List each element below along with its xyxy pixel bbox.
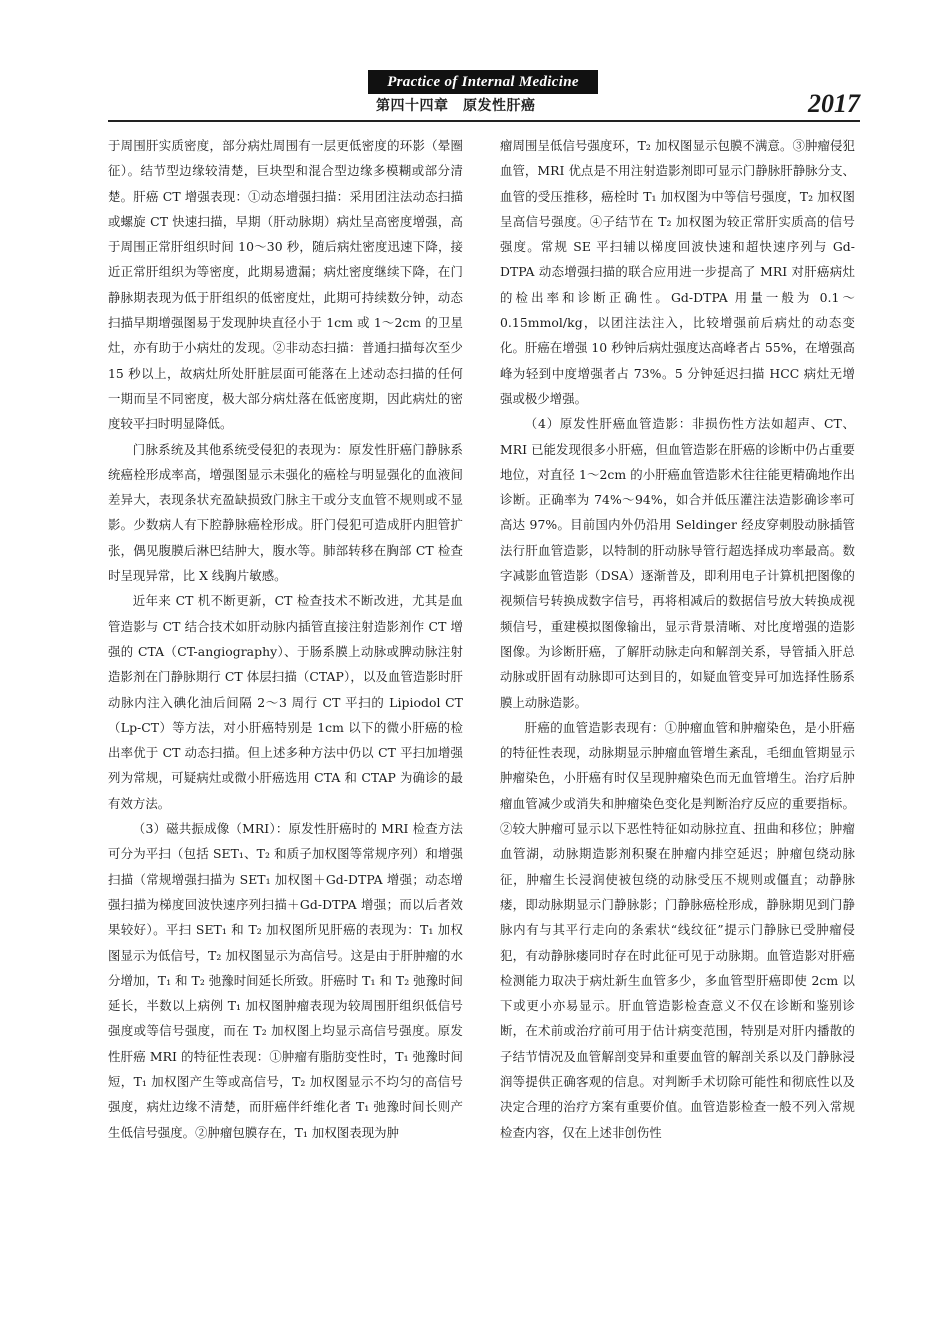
- right-column: [500, 133, 855, 1145]
- paragraph: 于周围肝实质密度，部分病灶周围有一层更低密度的环影（晕圈征）。结节型边缘较清楚，巨块型和混合型边缘多模糊或部分清楚。肝癌 CT 增强表现：①动态增强扫描：采用团注法动态扫描或螺旋 CT 快速扫描，早期（肝动脉期）病灶呈高密度增强，高于周围正常肝组织时间 10～30 秒，随后病灶密度迅速下降，接近正常肝组织为等密度，此期易遗漏；病灶密度继续下降，在门静脉期表现为低于肝组织的低密度灶，此期可持续数分钟，动态扫描早期增强图易于发现肿块直径小于 1cm 或 1～2cm 的卫星灶，亦有助于小病灶的发现。②非动态扫描：普通扫描每次至少 15 秒以上，故病灶所处肝脏层面可能落在上述动态扫描的任何一期而呈不同密度，极大部分病灶落在低密度期，因此病灶的密度较平扫时明显降低。: [108, 138, 463, 432]
- paragraph: 近年来 CT 机不断更新，CT 检查技术不断改进，尤其是血管造影与 CT 结合技术如肝动脉内插管直接注射造影剂作 CT 增强的 CTA（CT-angiography）、于肠系膜上动脉或脾动脉注射造影剂在门静脉期行 CT 体层扫描（CTAP），以及血管造影时肝动脉内注入碘化油后间隔 2～3 周行 CT 平扫的 Lipiodol CT（Lp-CT）等方法，对小肝癌特别是 1cm 以下的微小肝癌的检出率优于 CT 动态扫描。但上述多种方法中仍以 CT 平扫加增强列为常规，可疑病灶或微小肝癌选用 CTA 和 CTAP 为确诊的最有效方法。: [108, 593, 463, 811]
- paragraph: 门脉系统及其他系统受侵犯的表现为：原发性肝癌门静脉系统癌栓形成率高，增强图显示未强化的癌栓与明显强化的血液间差异大，表现条状充盈缺损致门脉主干或分支血管不规则或不显影。少数病人有下腔静脉癌栓形成。肝门侵犯可造成肝内胆管扩张，偶见腹膜后淋巴结肿大，腹水等。肺部转移在胸部 CT 检查时呈现异常，比 X 线胸片敏感。: [108, 441, 463, 584]
- paragraph: （3）磁共振成像（MRI）：原发性肝癌时的 MRI 检查方法可分为平扫（包括 SET₁、T₂ 和质子加权图等常规序列）和增强扫描（常规增强扫描为 SET₁ 加权图＋Gd-DTPA 增强；动态增强扫描为梯度回波快速序列扫描＋Gd-DTPA 增强；而以后者效果较好）。平扫 SET₁ 和 T₂ 加权图所见肝癌的表现为：T₁ 加权图显示为低信号，T₂ 加权图显示为高信号。这是由于肝肿瘤的水分增加，T₁ 和 T₂ 弛豫时间延长所致。肝癌时 T₁ 和 T₂ 弛豫时间延长，半数以上病例 T₁ 加权图肿瘤表现为较周围肝组织低信号强度或等信号强度，而在 T₂ 加权图上均显示高信号强度。原发性肝癌 MRI 的特征性表现：①肿瘤有脂肪变性时，T₁ 弛豫时间短，T₁ 加权图产生等或高信号，T₂ 加权图显示不均匀的高信号强度，病灶边缘不清楚，而肝癌伴纤维化者 T₁ 弛豫时间长则产生低信号强度。②肿瘤包膜存在，T₁ 加权图表现为肿: [108, 821, 463, 1140]
- chapter-title: 第四十四章 原发性肝癌: [376, 98, 536, 114]
- header-rule: [108, 120, 860, 122]
- left-column: [108, 133, 463, 1145]
- page-number: 2017: [808, 89, 860, 118]
- paragraph: 肝癌的血管造影表现有：①肿瘤血管和肿瘤染色，是小肝癌的特征性表现，动脉期显示肿瘤血管增生紊乱，毛细血管期显示肿瘤染色，小肝癌有时仅呈现肿瘤染色而无血管增生。治疗后肿瘤血管减少或消失和肿瘤染色变化是判断治疗反应的重要指标。②较大肿瘤可显示以下恶性特征如动脉拉直、扭曲和移位；肿瘤血管湖，动脉期造影剂积聚在肿瘤内排空延迟；肿瘤包绕动脉征，肿瘤生长浸润使被包绕的动脉受压不规则或僵直；动静脉瘘，即动脉期显示门静脉影；门静脉癌栓形成，静脉期见到门静脉内有与其平行走向的条索状“线纹征”提示门静脉已受肿瘤侵犯，有动静脉瘘同时存在时此征可见于动脉期。血管造影对肝癌检测能力取决于病灶新生血管多少，多血管型肝癌即使 2cm 以下或更小亦易显示。肝血管造影检查意义不仅在诊断和鉴别诊断，在术前或治疗前可用于估计病变范围，特别是对肝内播散的子结节情况及血管解剖变异和重要血管的解剖关系以及门静脉浸润等提供正确客观的信息。对判断手术切除可能性和彻底性以及决定合理的治疗方案有重要价值。血管造影检查一般不列入常规检查内容，仅在上述非创伤性: [500, 719, 855, 1140]
- journal-title-band: Practice of Internal Medicine: [368, 70, 598, 94]
- paragraph: 瘤周围呈低信号强度环，T₂ 加权图显示包膜不满意。③肿瘤侵犯血管，MRI 优点是不用注射造影剂即可显示门静脉肝静脉分支、血管的受压推移，癌栓时 T₁ 加权图为中等信号强度，T₂ 加权图呈高信号强度。④子结节在 T₂ 加权图为较正常肝实质高的信号强度。常规 SE 平扫辅以梯度回波快速和超快速序列与 Gd-DTPA 动态增强扫描的联合应用进一步提高了 MRI 对肝癌病灶的检出率和诊断正确性。Gd-DTPA 用量一般为 0.1～0.15mmol/kg，以团注法注入，比较增强前后病灶的动态变化。肝癌在增强 10 秒钟后病灶强度达高峰者占 55%，在增强高峰为轻到中度增强者占 73%。5 分钟延迟扫描 HCC 病灶无增强或极少增强。: [500, 138, 855, 406]
- paragraph: （4）原发性肝癌血管造影：非损伤性方法如超声、CT、MRI 已能发现很多小肝癌，但血管造影在肝癌的诊断中仍占重要地位，对直径 1～2cm 的小肝癌血管造影术往往能更精确地作出诊断。正确率为 74%～94%，如合并低压灌注法造影确诊率可高达 97%。目前国内外仍沿用 Seldinger 经皮穿刺股动脉插管法行肝血管造影，以特制的肝动脉导管行超选择成功率最高。数字减影血管造影（DSA）逐渐普及，即利用电子计算机把图像的视频信号转换成数字信号，再将相减后的数据信号放大转换成视频信号，重建模拟图像输出，显示背景清晰、对比度增强的造影图像。为诊断肝癌，了解肝动脉走向和解剖关系，导管插入肝总动脉或肝固有动脉即可达到目的，如疑血管变异可加选择性肠系膜上动脉造影。: [500, 416, 855, 710]
